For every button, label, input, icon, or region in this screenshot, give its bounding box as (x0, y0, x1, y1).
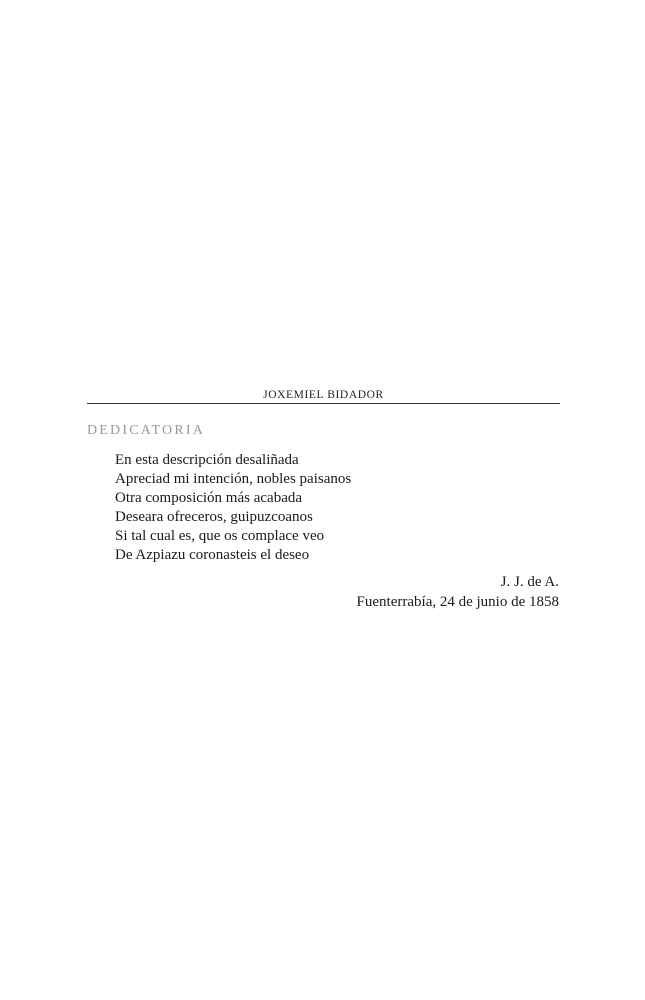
running-head: JOXEMIEL BIDADOR (263, 389, 384, 401)
signature-place-date: Fuenterrabía, 24 de junio de 1858 (356, 594, 559, 610)
signature-author: J. J. de A. (500, 574, 559, 590)
poem-line: Otra composición más acabada (115, 490, 303, 506)
poem-line: Deseara ofreceros, guipuzcoanos (115, 509, 313, 525)
poem-line: En esta descripción desaliñada (115, 452, 299, 468)
section-title: DEDICATORIA (87, 423, 206, 438)
header-rule (87, 403, 560, 404)
signature-block (357, 572, 559, 612)
poem (115, 451, 351, 565)
poem-line: Si tal cual es, que os complace veo (115, 528, 325, 544)
poem-line: De Azpiazu coronasteis el deseo (115, 547, 310, 563)
poem-line: Apreciad mi intención, nobles paisanos (115, 471, 352, 487)
